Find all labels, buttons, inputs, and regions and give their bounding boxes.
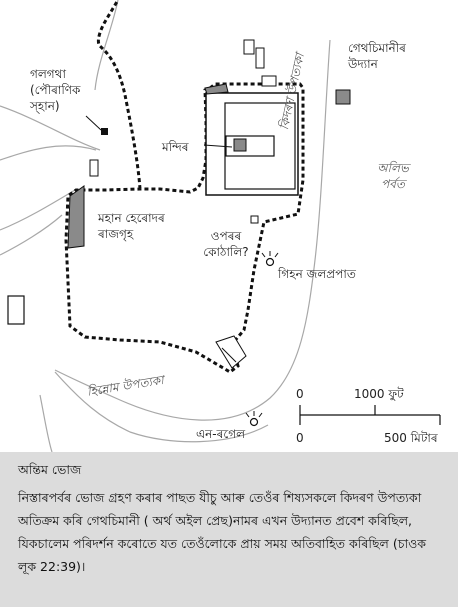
temple-sanctuary (234, 139, 246, 151)
en-rogel-label: এন-ৰগেল (196, 427, 246, 441)
gihon-spring-marker (267, 259, 274, 266)
golgotha-label: গলগথা (পৌৰাণিক স্হান) (30, 67, 81, 113)
temple-gate (205, 84, 228, 94)
scale-bar (300, 405, 440, 425)
road-line (0, 215, 62, 255)
mount-of-olives-label: অলিভ পর্বত (377, 161, 409, 191)
en-rogel-marker (251, 419, 258, 426)
pool-marker (8, 296, 24, 324)
temple-building (226, 136, 274, 156)
scale-feet-value: 1000 ফুট (354, 387, 404, 401)
upper-room-marker (251, 216, 258, 223)
upper-room-label: ওপৰৰ কোঠালি? (203, 229, 249, 259)
tower-structure (256, 48, 264, 68)
tower-structure (244, 40, 254, 54)
temple-label: মন্দিৰ (162, 140, 189, 154)
golgotha-marker (101, 128, 108, 135)
scale-meters-value: 500 মিটাৰ (384, 431, 438, 445)
herod-palace-shape (68, 186, 84, 248)
road-line (0, 190, 75, 230)
scale-meters-zero: 0 (296, 431, 304, 445)
kidron-valley-label: কিদৰণ উপত্যকা (276, 52, 307, 132)
tower-structure (262, 76, 276, 86)
herod-palace-label: মহান হেৰোদৰ ৰাজগৃহ (98, 211, 165, 241)
gihon-spring-label: গিহন জলপ্রপাত (278, 267, 356, 281)
gihon-spring-icon (262, 251, 278, 257)
gethsemane-marker (336, 90, 350, 104)
golgotha-pointer (86, 116, 101, 130)
caption-body: নিস্তাৰপৰ্বৰ ভোজ গ্ৰহণ কৰাৰ পাছত যীচু আৰু তেওঁৰ শিষ্যসকলে কিদৰণ উপত্যকা অতিক্ৰম কৰি গেথচিমানী ( অৰ্থ অইল প্ৰেছ)নামৰ এখন উদ্যানত প্ৰবেশ কৰিছিল, যিকচালেম পৰিদৰ্শন কৰোতে যত তেওঁলোকে প্ৰায় সময় অতিবাহিত কৰিছিল (চাওক লূক 22:39)। (18, 490, 427, 574)
hinnom-valley-label: হিন্নোম উপত্যকা (86, 372, 165, 399)
road-line (40, 395, 52, 452)
building-marker (90, 160, 98, 176)
caption-title: অন্তিম ভোজ (18, 462, 82, 477)
road-line (0, 146, 96, 160)
siloam-pool (216, 336, 246, 368)
gethsemane-label: গেথচিমানীৰ উদ্যান (348, 41, 406, 71)
caption-box (0, 452, 458, 607)
scale-feet-zero: 0 (296, 387, 304, 401)
